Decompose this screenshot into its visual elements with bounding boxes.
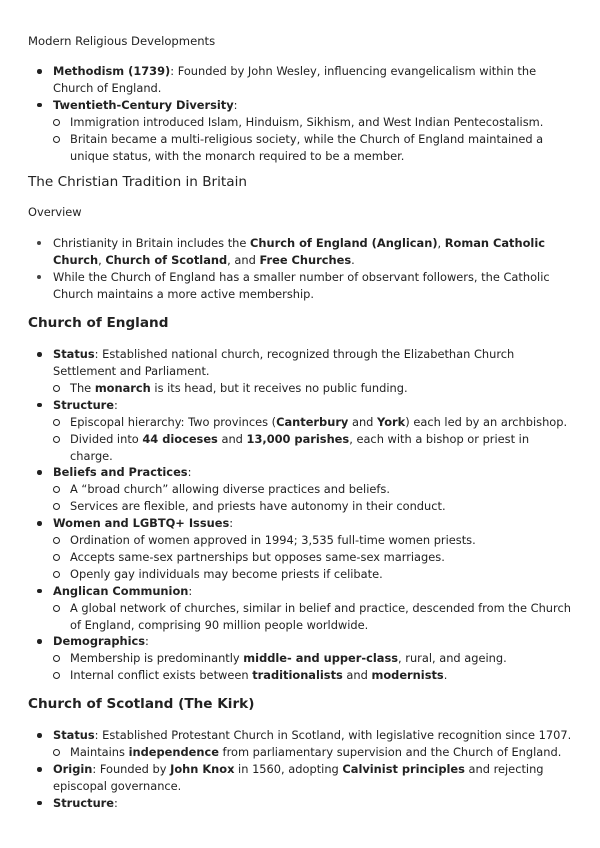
sub-item: Services are flexible, and priests have autonomy in their conduct. (53, 498, 572, 515)
overview-list (28, 235, 572, 303)
tradition-title: The Christian Tradition in Britain (28, 174, 247, 191)
sub-item: A global network of churches, similar in belief and practice, descended from the Church of England, comprising 90 million people worldwide. (53, 600, 572, 634)
sub-item: A “broad church” allowing diverse practices and beliefs. (53, 481, 572, 498)
list-item-methodism: Methodism (1739): Founded by John Wesley, influencing evangelicalism within the Church of England. (28, 63, 572, 97)
scotland-list (28, 727, 572, 812)
england-list (28, 346, 572, 684)
overview-heading: Overview (28, 205, 82, 220)
sub-item: Accepts same-sex partnerships but opposes same-sex marriages. (53, 549, 572, 566)
list-item-structure: Structure: (28, 795, 572, 812)
scotland-title: Church of Scotland (The Kirk) (28, 696, 255, 713)
sub-item: Divided into 44 dioceses and 13,000 parishes, each with a bishop or priest in charge. (53, 431, 572, 465)
sub-item: Immigration introduced Islam, Hinduism, Sikhism, and West Indian Pentecostalism. (53, 114, 572, 131)
sub-item: Episcopal hierarchy: Two provinces (Canterbury and York) each led by an archbishop. (53, 414, 572, 431)
list-item-status: Status: Established national church, recognized through the Elizabethan Church Settlement and Parliament. The monarch is its head, but it receives no public funding. (28, 346, 572, 397)
sub-item: The monarch is its head, but it receives no public funding. (53, 380, 572, 397)
sub-item: Maintains independence from parliamentary supervision and the Church of England. (53, 744, 572, 761)
list-item: While the Church of England has a smaller number of observant followers, the Catholic Church maintains a more active membership. (28, 269, 572, 303)
sub-item: Ordination of women approved in 1994; 3,535 full-time women priests. (53, 532, 572, 549)
list-item-women: Women and LGBTQ+ Issues: Ordination of women approved in 1994; 3,535 full-time women priests. Accepts same-sex partnerships but opposes same-sex marriages. Openly gay individuals may become priests if celibate. (28, 515, 572, 583)
list-item-structure: Structure: Episcopal hierarchy: Two provinces (Canterbury and York) each led by an archbishop. Divided into 44 dioceses and 13,000 parishes, each with a bishop or priest in charge. (28, 397, 572, 465)
sub-item: Openly gay individuals may become priests if celibate. (53, 566, 572, 583)
list-item: Christianity in Britain includes the Church of England (Anglican), Roman Catholic Church, Church of Scotland, and Free Churches. (28, 235, 572, 269)
list-item-beliefs: Beliefs and Practices: A “broad church” allowing diverse practices and beliefs. Services are flexible, and priests have autonomy in their conduct. (28, 464, 572, 515)
modern-list (28, 63, 572, 164)
sub-item: Britain became a multi-religious society, while the Church of England maintained a unique status, with the monarch required to be a member. (53, 131, 572, 165)
sub-item: Membership is predominantly middle- and upper-class, rural, and ageing. (53, 650, 572, 667)
list-item-communion: Anglican Communion: A global network of churches, similar in belief and practice, descended from the Church of England, comprising 90 million people worldwide. (28, 583, 572, 634)
list-item-demographics: Demographics: Membership is predominantly middle- and upper-class, rural, and ageing. Internal conflict exists between traditionalists and modernists. (28, 633, 572, 684)
list-item-origin: Origin: Founded by John Knox in 1560, adopting Calvinist principles and rejecting episcopal governance. (28, 761, 572, 795)
england-title: Church of England (28, 315, 169, 332)
list-item-diversity: Twentieth-Century Diversity: Immigration introduced Islam, Hinduism, Sikhism, and West Indian Pentecostalism. Britain became a multi-religious society, while the Church of England maintained a unique status, with the monarch required to be a member. (28, 97, 572, 165)
list-item-status: Status: Established Protestant Church in Scotland, with legislative recognition since 1707. Maintains independence from parliamentary supervision and the Church of England. (28, 727, 572, 761)
modern-heading: Modern Religious Developments (28, 34, 216, 48)
sub-item: Internal conflict exists between traditionalists and modernists. (53, 667, 572, 684)
